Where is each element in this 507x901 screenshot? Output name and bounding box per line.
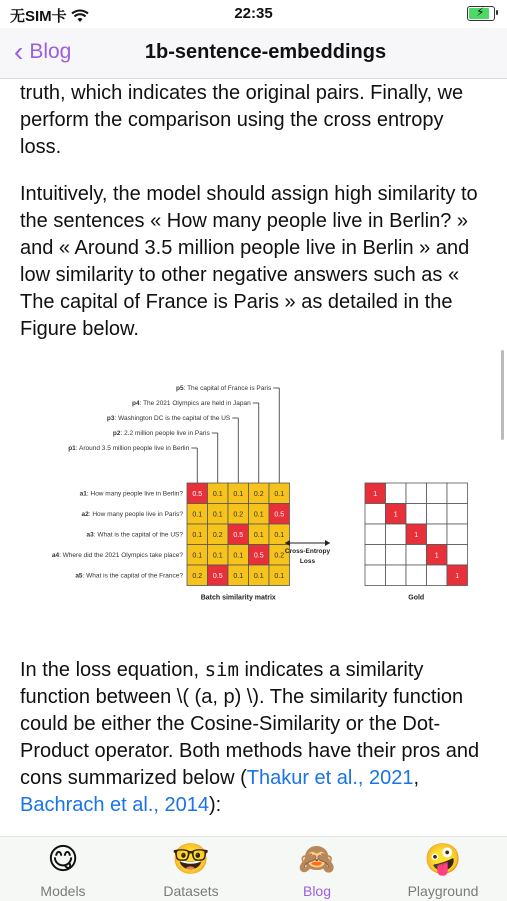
batch-similarity-figure — [20, 360, 490, 610]
gold-cell-1-2 — [406, 504, 427, 525]
matrix-value-1-2: 0.2 — [233, 511, 244, 519]
back-label: Blog — [29, 40, 72, 63]
carrier-label: 无SIM卡 — [10, 8, 67, 25]
matrix-value-4-4: 0.1 — [274, 572, 285, 580]
tab-playground[interactable] — [388, 841, 498, 899]
gold-cell-3-4 — [447, 545, 468, 566]
tab-bar — [0, 836, 507, 901]
code-sim: sim — [204, 659, 239, 681]
tab-blog[interactable] — [262, 841, 372, 899]
arrow-label-line-2: Loss — [299, 558, 316, 565]
gold-caption: Gold — [408, 594, 425, 602]
gold-cell-1-4 — [447, 504, 468, 525]
a-label-5: a5: What is the capital of the France? — [75, 572, 183, 580]
paragraph-3-text-a: In the loss equation, — [20, 659, 205, 681]
chevron-left-icon: ‹ — [14, 36, 24, 67]
matrix-value-0-1: 0.1 — [212, 490, 223, 498]
matrix-value-2-4: 0.1 — [274, 531, 285, 539]
a-label-1: a1: How many people live in Berlin? — [79, 490, 183, 498]
matrix-value-3-2: 0.1 — [233, 552, 244, 560]
a-label-4: a4: Where did the 2021 Olympics take place? — [51, 551, 183, 559]
paragraph-3 — [20, 657, 490, 819]
page-title: 1b-sentence-embeddings — [144, 41, 387, 63]
yum-face-icon: 😋 — [47, 843, 79, 876]
matrix-value-4-3: 0.1 — [253, 572, 264, 580]
gold-value-3: 1 — [434, 552, 439, 560]
matrix-value-3-3: 0.5 — [253, 552, 264, 560]
matrix-value-1-1: 0.1 — [212, 511, 223, 519]
gold-cell-2-1 — [386, 524, 407, 545]
matrix-value-0-2: 0.1 — [233, 490, 244, 498]
nerd-face-icon: 🤓 — [172, 843, 210, 876]
tab-datasets[interactable] — [136, 841, 246, 899]
gold-cell-4-3 — [427, 565, 448, 586]
gold-cell-3-0 — [365, 545, 386, 566]
matrix-value-4-0: 0.2 — [192, 572, 203, 580]
matrix-value-0-4: 0.1 — [274, 490, 285, 498]
gold-cell-0-1 — [386, 483, 407, 504]
tab-models-label: Models — [40, 883, 86, 899]
scrollbar[interactable] — [501, 350, 504, 440]
matrix-value-1-3: 0.1 — [253, 511, 264, 519]
paragraph-1: truth, which indicates the original pairs. Finally, we perform the comparison using the cross entropy loss. — [20, 82, 464, 158]
p-label-3: p3: Washington DC is the capital of the US — [106, 415, 231, 422]
gold-cell-0-2 — [406, 483, 427, 504]
status-bar — [0, 0, 507, 28]
matrix-value-3-0: 0.1 — [192, 552, 203, 560]
article-content — [20, 80, 490, 363]
gold-cell-1-3 — [427, 504, 448, 525]
zany-face-icon: 🤪 — [424, 843, 462, 876]
arrow-head-right — [325, 540, 330, 546]
gold-cell-3-2 — [406, 545, 427, 566]
matrix-value-0-3: 0.2 — [253, 490, 264, 498]
matrix-value-2-2: 0.5 — [233, 531, 244, 539]
p-label-5: p1: Around 3.5 million people live in Berlin — [68, 445, 190, 452]
p-label-4: p2: 2.2 million people live in Paris — [112, 430, 210, 437]
gold-cell-0-4 — [447, 483, 468, 504]
a-label-3: a3: What is the capital of the US? — [86, 531, 183, 539]
gold-value-2: 1 — [414, 531, 419, 539]
gold-cell-4-1 — [386, 565, 407, 586]
gold-value-0: 1 — [373, 490, 378, 498]
tab-models[interactable] — [8, 841, 118, 899]
p-label-1: p5: The capital of France is Paris — [175, 385, 272, 392]
paragraph-2: Intuitively, the model should assign high similarity to the sentences « How many people live in Berlin? » and « Around 3.5 million people live in Berlin » and low similarity to other negative answers such as « The capital of France is Paris » as detailed in the Figure below. — [20, 183, 478, 340]
matrix-value-1-0: 0.1 — [192, 511, 203, 519]
matrix-value-4-1: 0.5 — [212, 572, 223, 580]
matrix-value-2-0: 0.1 — [192, 531, 203, 539]
article-content-lower — [20, 657, 490, 839]
navigation-bar — [0, 28, 507, 79]
matrix-caption: Batch similarity matrix — [200, 594, 276, 602]
paragraph-3-end: ): — [209, 794, 222, 816]
gold-value-1: 1 — [393, 511, 398, 519]
matrix-value-0-0: 0.5 — [192, 490, 203, 498]
gold-cell-1-0 — [365, 504, 386, 525]
matrix-value-4-2: 0.1 — [233, 572, 244, 580]
gold-cell-3-1 — [386, 545, 407, 566]
gold-cell-4-0 — [365, 565, 386, 586]
link-bachrach[interactable]: Bachrach et al., 2014 — [20, 794, 210, 816]
a-label-2: a2: How many people live in Paris? — [81, 510, 183, 518]
gold-cell-2-3 — [427, 524, 448, 545]
link-thakur[interactable]: Thakur et al., 2021 — [246, 767, 414, 789]
gold-cell-2-4 — [447, 524, 468, 545]
gold-value-4: 1 — [455, 572, 460, 580]
tab-blog-label: Blog — [302, 883, 332, 899]
tab-datasets-label: Datasets — [163, 883, 219, 899]
arrow-label-line-1: Cross-Entropy — [284, 548, 331, 555]
gold-cell-0-3 — [427, 483, 448, 504]
p-label-2: p4: The 2021 Olympics are held in Japan — [131, 400, 251, 407]
tab-playground-label: Playground — [407, 883, 479, 899]
citation-separator: , — [413, 767, 420, 789]
gold-cell-2-0 — [365, 524, 386, 545]
see-no-evil-monkey-icon: 🙈 — [298, 843, 336, 876]
status-time: 22:35 — [234, 5, 273, 22]
battery-icon: ⚡ — [467, 6, 495, 21]
matrix-value-2-1: 0.2 — [212, 531, 223, 539]
gold-cell-4-2 — [406, 565, 427, 586]
matrix-value-2-3: 0.1 — [253, 531, 264, 539]
matrix-value-3-4: 0.2 — [274, 552, 285, 560]
matrix-value-1-4: 0.5 — [274, 511, 285, 519]
paragraph-3-text-b: indicates a similarity function between \( (a, p) \). The similarity function could be either the Cosine-Similarity or the Dot-Product operator. Both methods have their pros and cons summarized below ( — [20, 659, 480, 789]
matrix-value-3-1: 0.1 — [212, 552, 223, 560]
